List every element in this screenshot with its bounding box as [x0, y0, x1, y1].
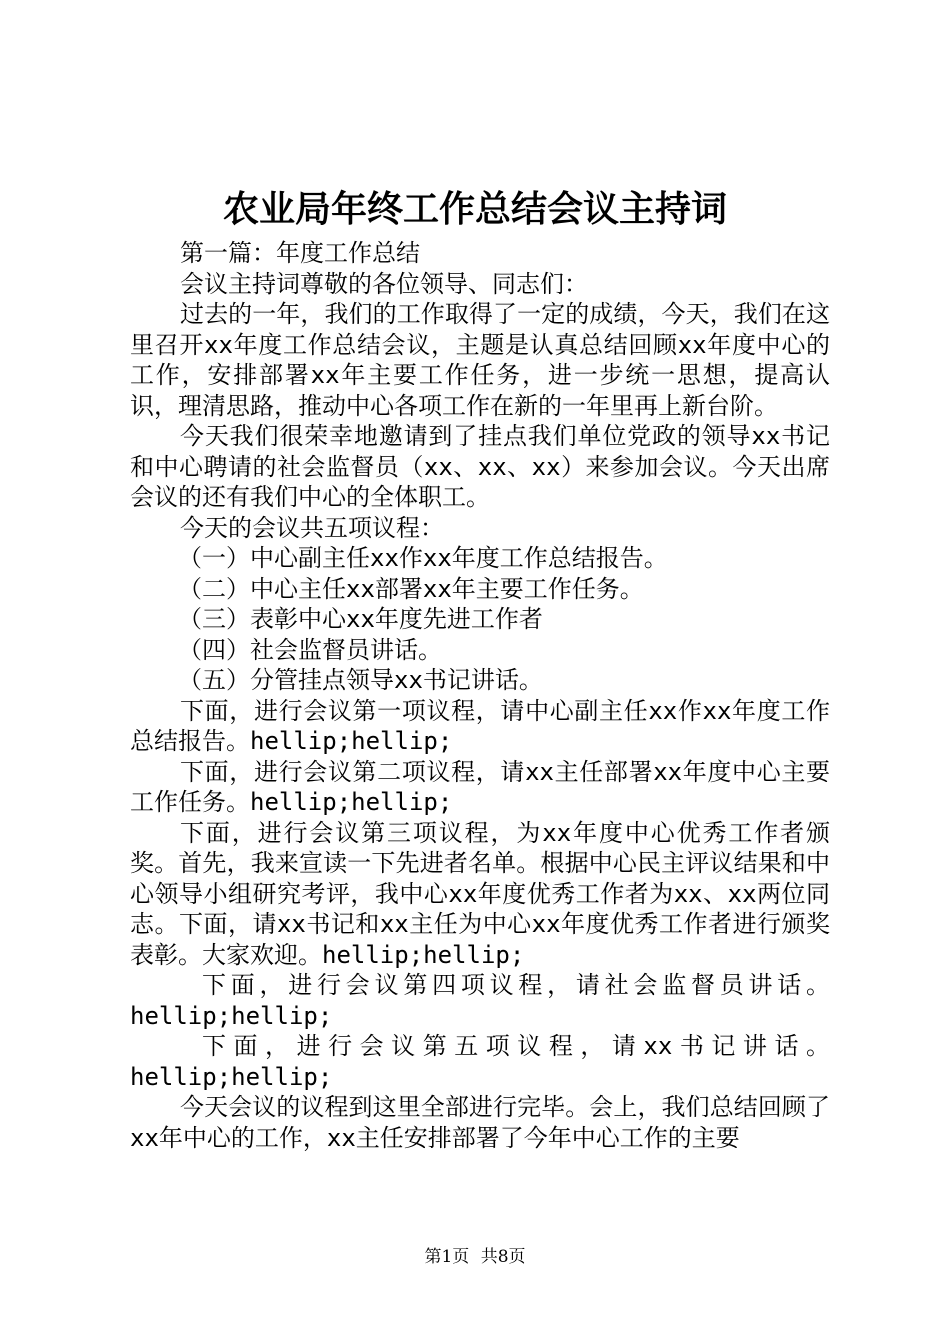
page-number: 第1页 — [424, 1247, 470, 1267]
paragraph-item-3: 下面，进行会议第三项议程，为xx年度中心优秀工作者颁奖。首先，我来宣读一下先进者名单。根据中心民主评议结果和中心领导小组研究考评，我中心xx年度优秀工作者为xx、xx两位同志。下面，请xx书记和xx主任为中心xx年度优秀工作者进行颁奖表彰。大家欢迎。hellip;hellip; — [130, 818, 830, 969]
salutation: 会议主持词尊敬的各位领导、同志们： — [180, 269, 588, 298]
agenda-item-4: （四）社会监督员讲话。 — [178, 635, 442, 664]
agenda-intro: 今天的会议共五项议程： — [180, 513, 444, 542]
document-body — [130, 238, 830, 1153]
agenda-item-1: （一）中心副主任xx作xx年度工作总结报告。 — [178, 544, 668, 572]
paragraph-item-5: 下面，进行会议第五项议程，请xx书记讲话。hellip;hellip; — [130, 1032, 830, 1091]
document-title: 农业局年终工作总结会议主持词 — [222, 188, 727, 230]
page-total: 共8页 — [480, 1247, 526, 1267]
paragraph-item-4: 下面，进行会议第四项议程，请社会监督员讲话。hellip;hellip; — [130, 971, 830, 1030]
paragraph-opening: 过去的一年，我们的工作取得了一定的成绩，今天，我们在这里召开xx年度工作总结会议，主题是认真总结回顾xx年度中心的工作，安排部署xx年主要工作任务，进一步统一思想，提高认识，理清思路，推动中心各项工作在新的一年里再上新台阶。 — [130, 300, 830, 420]
agenda-item-2: （二）中心主任xx部署xx年主要工作任务。 — [178, 574, 644, 603]
section-heading: 第一篇：年度工作总结 — [180, 239, 420, 267]
paragraph-guests: 今天我们很荣幸地邀请到了挂点我们单位党政的领导xx书记和中心聘请的社会监督员（xx、xx、xx）来参加会议。今天出席会议的还有我们中心的全体职工。 — [130, 422, 830, 511]
paragraph-item-2: 下面，进行会议第二项议程，请xx主任部署xx年度中心主要工作任务。hellip;hellip; — [130, 757, 830, 816]
paragraph-closing: 今天会议的议程到这里全部进行完毕。会上，我们总结回顾了xx年中心的工作，xx主任安排部署了今年中心工作的主要 — [130, 1093, 830, 1152]
agenda-item-5: （五）分管挂点领导xx书记讲话。 — [178, 666, 543, 694]
agenda-item-3: （三）表彰中心xx年度先进工作者 — [178, 605, 543, 633]
page-footer — [0, 1242, 950, 1267]
paragraph-item-1: 下面，进行会议第一项议程，请中心副主任xx作xx年度工作总结报告。hellip;hellip; — [130, 696, 830, 755]
